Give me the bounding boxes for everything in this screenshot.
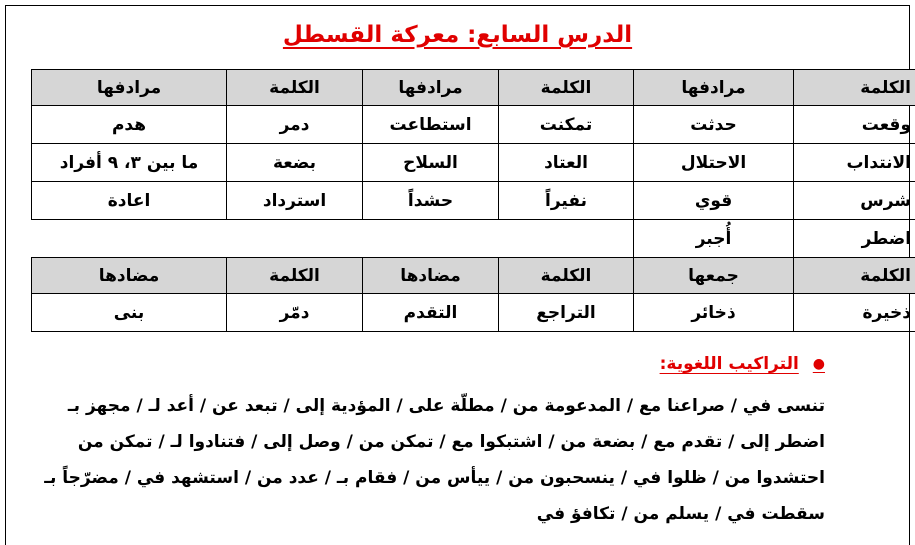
table-row	[32, 182, 915, 220]
header-cell: الكلمة	[227, 70, 363, 106]
header-cell: مضادها	[32, 258, 227, 294]
table-row	[32, 106, 915, 144]
plural-cell: ذخائر	[634, 294, 794, 332]
word-cell: نفيراً	[499, 182, 634, 220]
header-cell: جمعها	[634, 258, 794, 294]
antonym-cell: بنى	[32, 294, 227, 332]
synonym-cell: حدثت	[634, 106, 794, 144]
header-cell: مرادفها	[634, 70, 794, 106]
word-cell: دمّر	[227, 294, 363, 332]
synonym-cell: ما بين ٣، ٩ أفراد	[32, 144, 227, 182]
word-cell: استرداد	[227, 182, 363, 220]
table-row	[32, 144, 915, 182]
empty-cell	[32, 220, 634, 258]
table-row	[32, 220, 915, 258]
synonym-cell: استطاعت	[363, 106, 499, 144]
synonym-cell: الاحتلال	[634, 144, 794, 182]
synonym-cell: قوي	[634, 182, 794, 220]
antonyms-header-row	[32, 258, 915, 294]
structure-line: احتشدوا من / ظلوا في / ينسحبون من / ييأس من / فقام بـ / عدد من / استشهد في / مضرّجاً بـ	[0, 460, 825, 496]
structure-line: سقطت في / يسلم من / تكافؤ في	[0, 496, 825, 532]
header-cell: الكلمة	[499, 258, 634, 294]
word-cell: الانتداب	[794, 144, 915, 182]
word-cell: بضعة	[227, 144, 363, 182]
synonym-cell: اعادة	[32, 182, 227, 220]
synonym-cell: أُجبر	[634, 220, 794, 258]
word-cell: وقعت	[794, 106, 915, 144]
synonym-cell: هدم	[32, 106, 227, 144]
header-cell: مرادفها	[363, 70, 499, 106]
vocabulary-table	[31, 69, 915, 332]
bullet-icon: ●	[813, 356, 825, 372]
antonym-cell: التقدم	[363, 294, 499, 332]
synonyms-header-row	[32, 70, 915, 106]
header-cell: مضادها	[363, 258, 499, 294]
word-cell: دمر	[227, 106, 363, 144]
section-heading-text: التراكيب اللغوية:	[660, 354, 799, 374]
synonym-cell: السلاح	[363, 144, 499, 182]
header-cell: الكلمة	[794, 258, 915, 294]
section-heading	[0, 354, 825, 374]
word-cell: التراجع	[499, 294, 634, 332]
word-cell: العتاد	[499, 144, 634, 182]
word-cell: اضطر	[794, 220, 915, 258]
header-cell: الكلمة	[227, 258, 363, 294]
header-cell: الكلمة	[499, 70, 634, 106]
word-cell: تمكنت	[499, 106, 634, 144]
word-cell: ذخيرة	[794, 294, 915, 332]
word-cell: شرس	[794, 182, 915, 220]
table-row	[32, 294, 915, 332]
lesson-title: الدرس السابع: معركة القسطل	[0, 22, 915, 48]
header-cell: الكلمة	[794, 70, 915, 106]
language-structures-section	[0, 354, 915, 532]
header-cell: مرادفها	[32, 70, 227, 106]
synonym-cell: حشداً	[363, 182, 499, 220]
structure-line: تنسى في / صراعنا مع / المدعومة من / مطلّة على / المؤدية إلى / تبعد عن / أعد لـ / مجهز بـ	[0, 388, 825, 424]
structure-line: اضطر إلى / تقدم مع / بضعة من / اشتبكوا مع / تمكن من / وصل إلى / فتنادوا لـ / تمكن من	[0, 424, 825, 460]
